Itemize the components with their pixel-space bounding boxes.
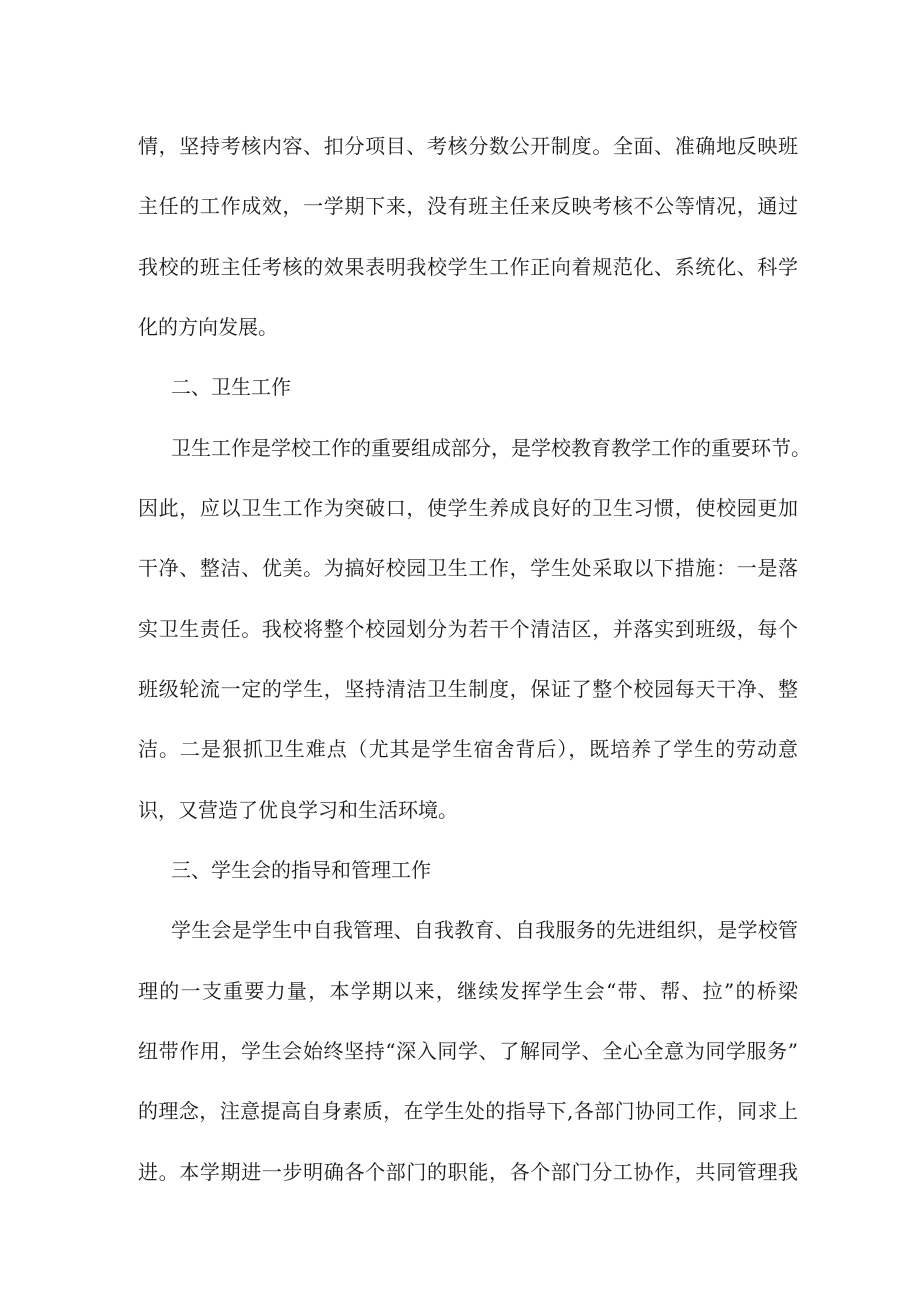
paragraph-line: 的理念，注意提高自身素质，在学生处的指导下,各部门协同工作，同求上 xyxy=(138,1099,798,1123)
section-heading-hygiene: 二、卫生工作 xyxy=(171,375,291,399)
paragraph-line: 识，又营造了优良学习和生活环境。 xyxy=(138,798,458,822)
paragraph-line: 我校的班主任考核的效果表明我校学生工作正向着规范化、系统化、科学 xyxy=(138,255,798,279)
paragraph-line: 进。本学期进一步明确各个部门的职能，各个部门分工协作，共同管理我 xyxy=(138,1160,798,1184)
paragraph-line: 卫生工作是学校工作的重要组成部分，是学校教育教学工作的重要环节。 xyxy=(171,436,811,460)
paragraph-line: 班级轮流一定的学生，坚持清洁卫生制度，保证了整个校园每天干净、整 xyxy=(138,677,798,701)
paragraph-line: 主任的工作成效，一学期下来，没有班主任来反映考核不公等情况，通过 xyxy=(138,194,798,218)
paragraph-line: 理的一支重要力量，本学期以来，继续发挥学生会“带、帮、拉”的桥梁 xyxy=(138,979,798,1003)
paragraph-line: 洁。二是狠抓卫生难点（尤其是学生宿舍背后），既培养了学生的劳动意 xyxy=(138,737,798,761)
paragraph-line: 化的方向发展。 xyxy=(138,315,278,339)
paragraph-line: 纽带作用，学生会始终坚持“深入同学、了解同学、全心全意为同学服务” xyxy=(138,1039,798,1063)
paragraph-line: 干净、整洁、优美。为搞好校园卫生工作，学生处采取以下措施：一是落 xyxy=(138,556,798,580)
paragraph-line: 因此，应以卫生工作为突破口，使学生养成良好的卫生习惯，使校园更加 xyxy=(138,496,798,520)
section-heading-student-union: 三、学生会的指导和管理工作 xyxy=(171,858,431,882)
paragraph-line: 学生会是学生中自我管理、自我教育、自我服务的先进组织，是学校管 xyxy=(171,918,798,942)
paragraph-line: 情，坚持考核内容、扣分项目、考核分数公开制度。全面、准确地反映班 xyxy=(138,134,798,158)
paragraph-line: 实卫生责任。我校将整个校园划分为若干个清洁区，并落实到班级，每个 xyxy=(138,617,798,641)
